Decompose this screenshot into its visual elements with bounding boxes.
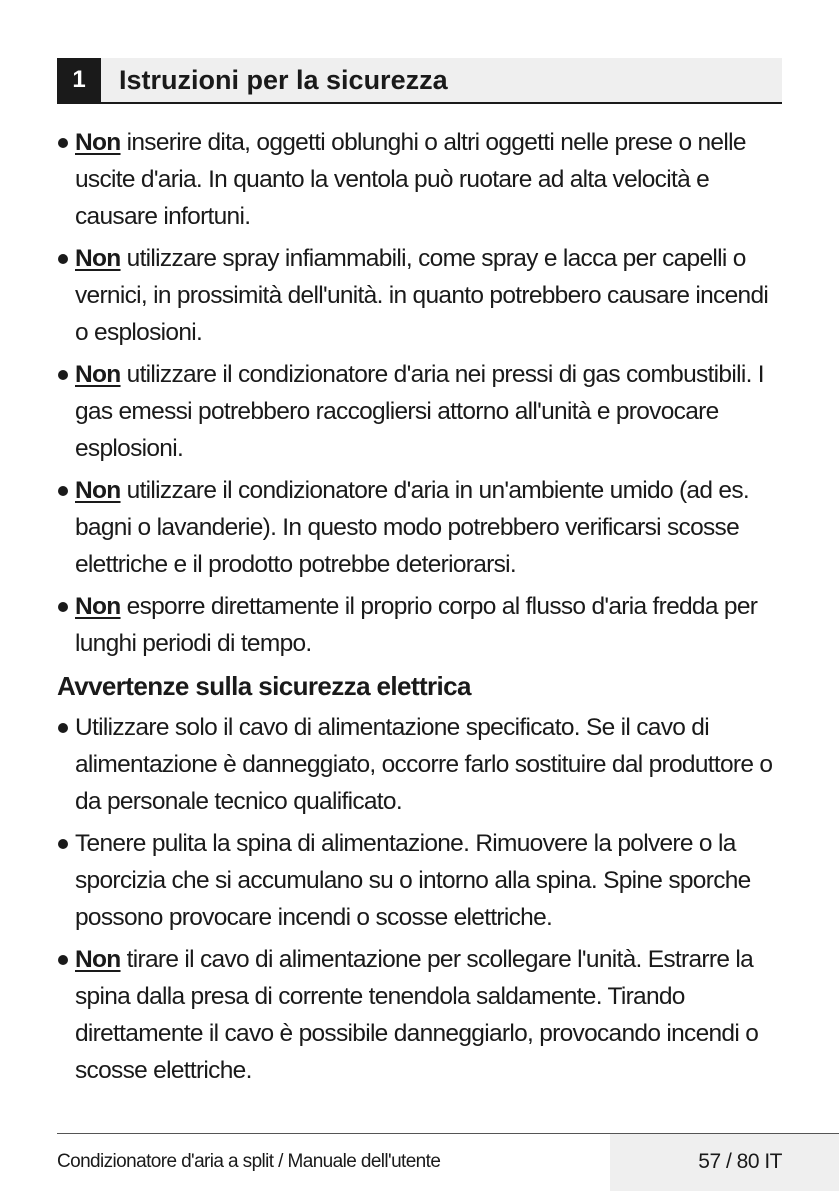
list-item	[57, 941, 787, 1089]
list-item	[57, 588, 787, 662]
section-number: 1	[57, 58, 101, 102]
warning-prefix: Non	[75, 946, 121, 973]
list-item-text: Tenere pulita la spina di alimentazione. Rimuovere la polvere o la sporcizia che si accumulano su o intorno alla spina. Spine sporche possono provocare incendi o scosse elettriche.	[75, 830, 751, 931]
page-content	[57, 124, 787, 1094]
bullet-icon	[58, 723, 68, 733]
list-item-text: inserire dita, oggetti oblunghi o altri oggetti nelle prese o nelle uscite d'aria. In quanto la ventola può ruotare ad alta velocità e causare infortuni.	[75, 129, 746, 230]
section-header	[57, 58, 782, 104]
list-item-text: utilizzare il condizionatore d'aria in un'ambiente umido (ad es. bagni o lavanderie). In questo modo potrebbero verificarsi scosse elettriche e il prodotto potrebbe deteriorarsi.	[75, 477, 749, 578]
list-item-text: utilizzare il condizionatore d'aria nei pressi di gas combustibili. I gas emessi potrebbero raccogliersi attorno all'unità e provocare esplosioni.	[75, 361, 764, 462]
footer-manual-title: Condizionatore d'aria a split / Manuale dell'utente	[57, 1151, 441, 1172]
list-item	[57, 472, 787, 583]
warning-prefix: Non	[75, 245, 121, 272]
warning-prefix: Non	[75, 593, 121, 620]
bullet-icon	[58, 839, 68, 849]
bullet-icon	[58, 254, 68, 264]
warning-prefix: Non	[75, 477, 121, 504]
list-item	[57, 124, 787, 235]
warning-prefix: Non	[75, 129, 121, 156]
bullet-icon	[58, 370, 68, 380]
bullet-icon	[58, 602, 68, 612]
list-item-text: Utilizzare solo il cavo di alimentazione specificato. Se il cavo di alimentazione è danneggiato, occorre farlo sostituire dal produttore o da personale tecnico qualificato.	[75, 714, 773, 815]
bullet-icon	[58, 955, 68, 965]
bullet-icon	[58, 486, 68, 496]
list-item	[57, 356, 787, 467]
list-item	[57, 709, 787, 820]
list-item	[57, 825, 787, 936]
page-number: 57 / 80 IT	[698, 1150, 782, 1173]
list-item-text: esporre direttamente il proprio corpo al flusso d'aria fredda per lunghi periodi di tempo.	[75, 593, 758, 657]
electrical-safety-heading: Avvertenze sulla sicurezza elettrica	[57, 671, 471, 701]
list-item-text: tirare il cavo di alimentazione per scollegare l'unità. Estrarre la spina dalla presa di corrente tenendola saldamente. Tirando direttamente il cavo è possibile danneggiarlo, provocando incendi o scosse elettriche.	[75, 946, 759, 1084]
warning-prefix: Non	[75, 361, 121, 388]
bullet-icon	[58, 138, 68, 148]
section-title: Istruzioni per la sicurezza	[119, 65, 448, 95]
list-item-text: utilizzare spray infiammabili, come spray e lacca per capelli o vernici, in prossimità dell'unità. in quanto potrebbero causare incendi o esplosioni.	[75, 245, 769, 346]
list-item	[57, 240, 787, 351]
